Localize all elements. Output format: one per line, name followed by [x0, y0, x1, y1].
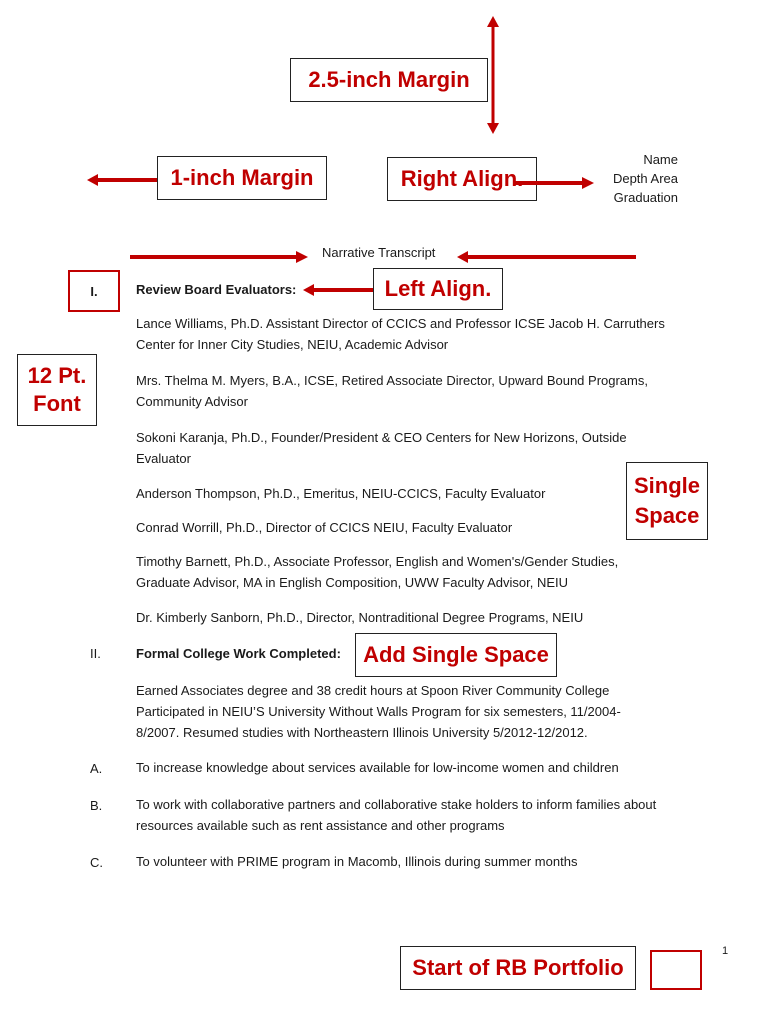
section-one-numeral-box [68, 270, 120, 312]
start-portfolio-annotation: Start of RB Portfolio [400, 946, 636, 990]
item-text: To work with collaborative partners and collaborative stake holders to inform families about resources available such as rent assistance and other programs [136, 797, 657, 833]
item-letter: C. [90, 855, 103, 870]
arrow-left-icon [456, 249, 638, 265]
evaluator-entry: Lance Williams, Ph.D. Assistant Director of CCICS and Professor ICSE Jacob H. Carruthers Center for Inner City Studies, NEIU, Academic Advisor [136, 316, 665, 352]
section-one-numeral: I. [90, 283, 98, 299]
section-one-heading: Review Board Evaluators: [136, 282, 297, 297]
header-name: Name [643, 152, 678, 167]
font-size-line-1: 12 Pt. [27, 363, 87, 388]
header-block [613, 150, 678, 207]
single-space-line-1: Single [633, 473, 700, 498]
left-align-annotation: Left Align. [373, 268, 503, 310]
section-two-numeral: II. [90, 646, 101, 661]
right-align-annotation: Right Align. [387, 157, 537, 201]
section-two-heading: Formal College Work Completed: [136, 646, 341, 661]
page-number: 1 [722, 945, 729, 957]
empty-marker-box [650, 950, 702, 990]
header-depth-area: Depth Area [612, 171, 678, 186]
item-letter: A. [90, 761, 103, 776]
font-size-line-2: Font [33, 391, 81, 416]
header-graduation: Graduation [613, 190, 678, 205]
evaluator-entry: Conrad Worrill, Ph.D., Director of CCICS NEIU, Faculty Evaluator [136, 520, 513, 535]
evaluator-entry: Dr. Kimberly Sanborn, Ph.D., Director, Nontraditional Degree Programs, NEIU [136, 610, 584, 625]
add-single-space-annotation: Add Single Space [355, 633, 557, 677]
evaluator-entry: Timothy Barnett, Ph.D., Associate Professor, English and Women's/Gender Studies, Graduate Advisor, MA in English Composition, UWW Faculty Advisor, NEIU [136, 554, 619, 590]
font-size-annotation [17, 354, 97, 426]
top-margin-annotation: 2.5-inch Margin [290, 58, 488, 102]
arrow-right-icon [130, 249, 312, 265]
single-space-line-2: Space [634, 503, 700, 528]
side-margin-annotation: 1-inch Margin [157, 156, 327, 200]
arrow-left-icon [302, 282, 382, 298]
evaluator-entry: Mrs. Thelma M. Myers, B.A., ICSE, Retired Associate Director, Upward Bound Programs, Community Advisor [136, 373, 648, 409]
single-space-annotation [626, 462, 708, 540]
item-text: To increase knowledge about services available for low-income women and children [136, 760, 619, 775]
arrow-left-icon [86, 172, 166, 188]
college-work-paragraph: Earned Associates degree and 38 credit hours at Spoon River Community College Participated in NEIU’S University Without Walls Program for six semesters, 11/2004-8/2007. Resumed studies with Northeastern Illinois University 5/2012-12/2012. [136, 683, 621, 740]
evaluator-entry: Anderson Thompson, Ph.D., Emeritus, NEIU-CCICS, Faculty Evaluator [136, 486, 546, 501]
document-title: Narrative Transcript [322, 245, 436, 260]
evaluator-entry: Sokoni Karanja, Ph.D., Founder/President & CEO Centers for New Horizons, Outside Evaluator [136, 430, 627, 466]
item-text: To volunteer with PRIME program in Macomb, Illinois during summer months [136, 854, 578, 869]
item-letter: B. [90, 798, 103, 813]
arrow-right-icon [514, 175, 596, 191]
